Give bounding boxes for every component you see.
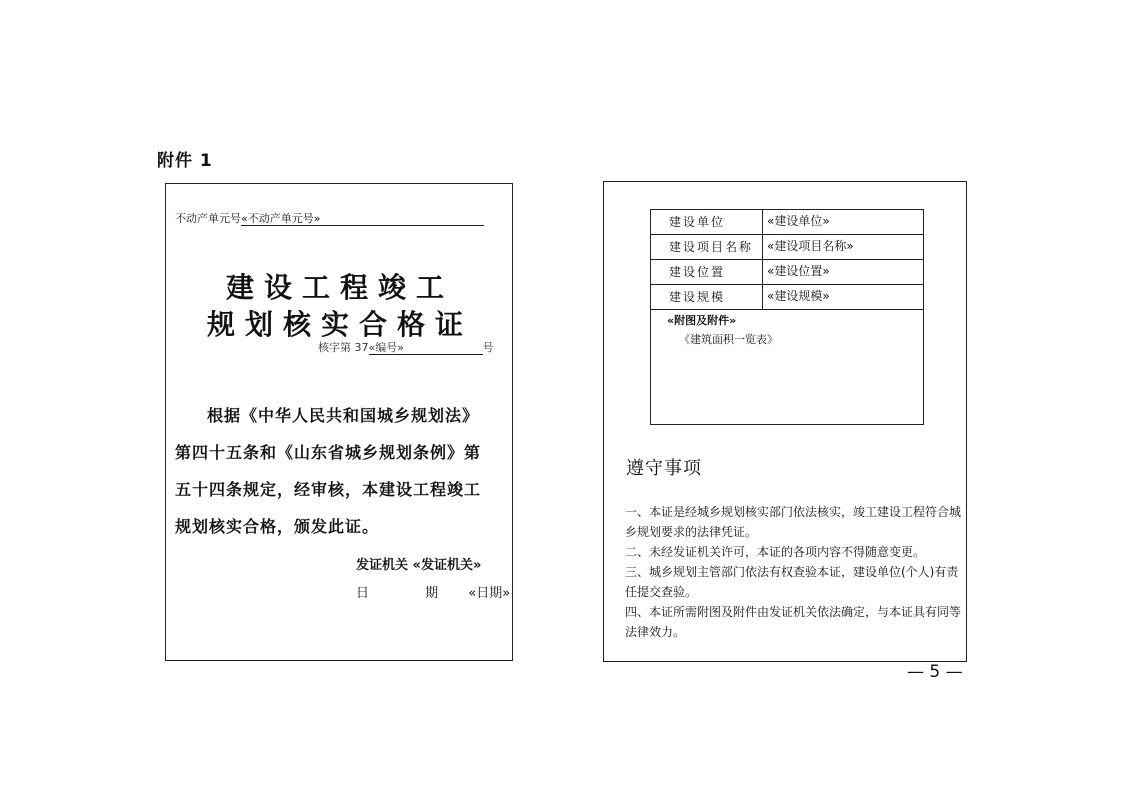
row-label: 建设项目名称 xyxy=(651,235,763,259)
row-label: 建设位置 xyxy=(651,260,763,284)
certificate-number-prefix: 核字第 37 xyxy=(318,341,369,354)
project-info-table xyxy=(650,209,924,425)
rule-item: 一、本证是经城乡规划核实部门依法核实，竣工建设工程符合城乡规划要求的法律凭证。 xyxy=(625,505,962,539)
date-label: 日 期 xyxy=(356,586,465,601)
issuer-value: «发证机关» xyxy=(412,558,482,573)
certificate-title-line2: 规划核实合格证 xyxy=(206,308,473,341)
certificate-number-row xyxy=(318,339,494,355)
rule-item: 四、本证所需附图及附件由发证机关依法确定，与本证具有同等法律效力。 xyxy=(625,605,962,639)
certificate-body xyxy=(175,397,505,545)
table-row xyxy=(651,260,923,285)
date-value: «日期» xyxy=(468,586,511,601)
body-line: 第四十五条和《山东省城乡规划条例》第 xyxy=(175,443,482,462)
body-line: 规划核实合格，颁发此证。 xyxy=(175,517,380,536)
rules-list xyxy=(625,502,965,642)
attachment-label: 附件 1 xyxy=(157,151,213,171)
certificate-front xyxy=(165,183,513,661)
rules-title: 遵守事项 xyxy=(626,458,702,479)
attachments-title: «附图及附件» xyxy=(667,314,737,327)
row-value: «建设规模» xyxy=(767,289,830,303)
table-row xyxy=(651,235,923,260)
issuer-label: 发证机关 xyxy=(356,558,409,573)
body-line: 五十四条规定，经审核，本建设工程竣工 xyxy=(175,480,482,499)
certificate-back xyxy=(603,181,967,662)
row-value: «建设单位» xyxy=(767,214,830,228)
body-line: 根据《中华人民共和国城乡规划法》 xyxy=(207,406,480,425)
row-label: 建设单位 xyxy=(651,210,763,234)
table-row xyxy=(651,285,923,310)
certificate-number-suffix: 号 xyxy=(482,341,494,354)
rule-item: 二、未经发证机关许可，本证的各项内容不得随意变更。 xyxy=(625,545,926,559)
date-row xyxy=(356,582,510,601)
attachments-item: 《建筑面积一览表》 xyxy=(679,333,778,346)
row-label: 建设规模 xyxy=(651,285,763,309)
unit-number-row xyxy=(175,210,484,226)
rule-item: 三、城乡规划主管部门依法有权查验本证，建设单位(个人)有责任提交查验。 xyxy=(625,565,959,599)
row-value: «建设位置» xyxy=(767,264,830,278)
unit-number-value: «不动产单元号» xyxy=(241,212,484,226)
certificate-number-value: «编号» xyxy=(369,341,483,355)
unit-number-label: 不动产单元号 xyxy=(175,212,241,225)
table-row xyxy=(651,210,923,235)
row-value: «建设项目名称» xyxy=(767,239,854,253)
certificate-title-line1: 建设工程竣工 xyxy=(225,271,454,304)
issuer-row xyxy=(356,554,481,573)
page-number: — 5 — xyxy=(907,662,963,682)
